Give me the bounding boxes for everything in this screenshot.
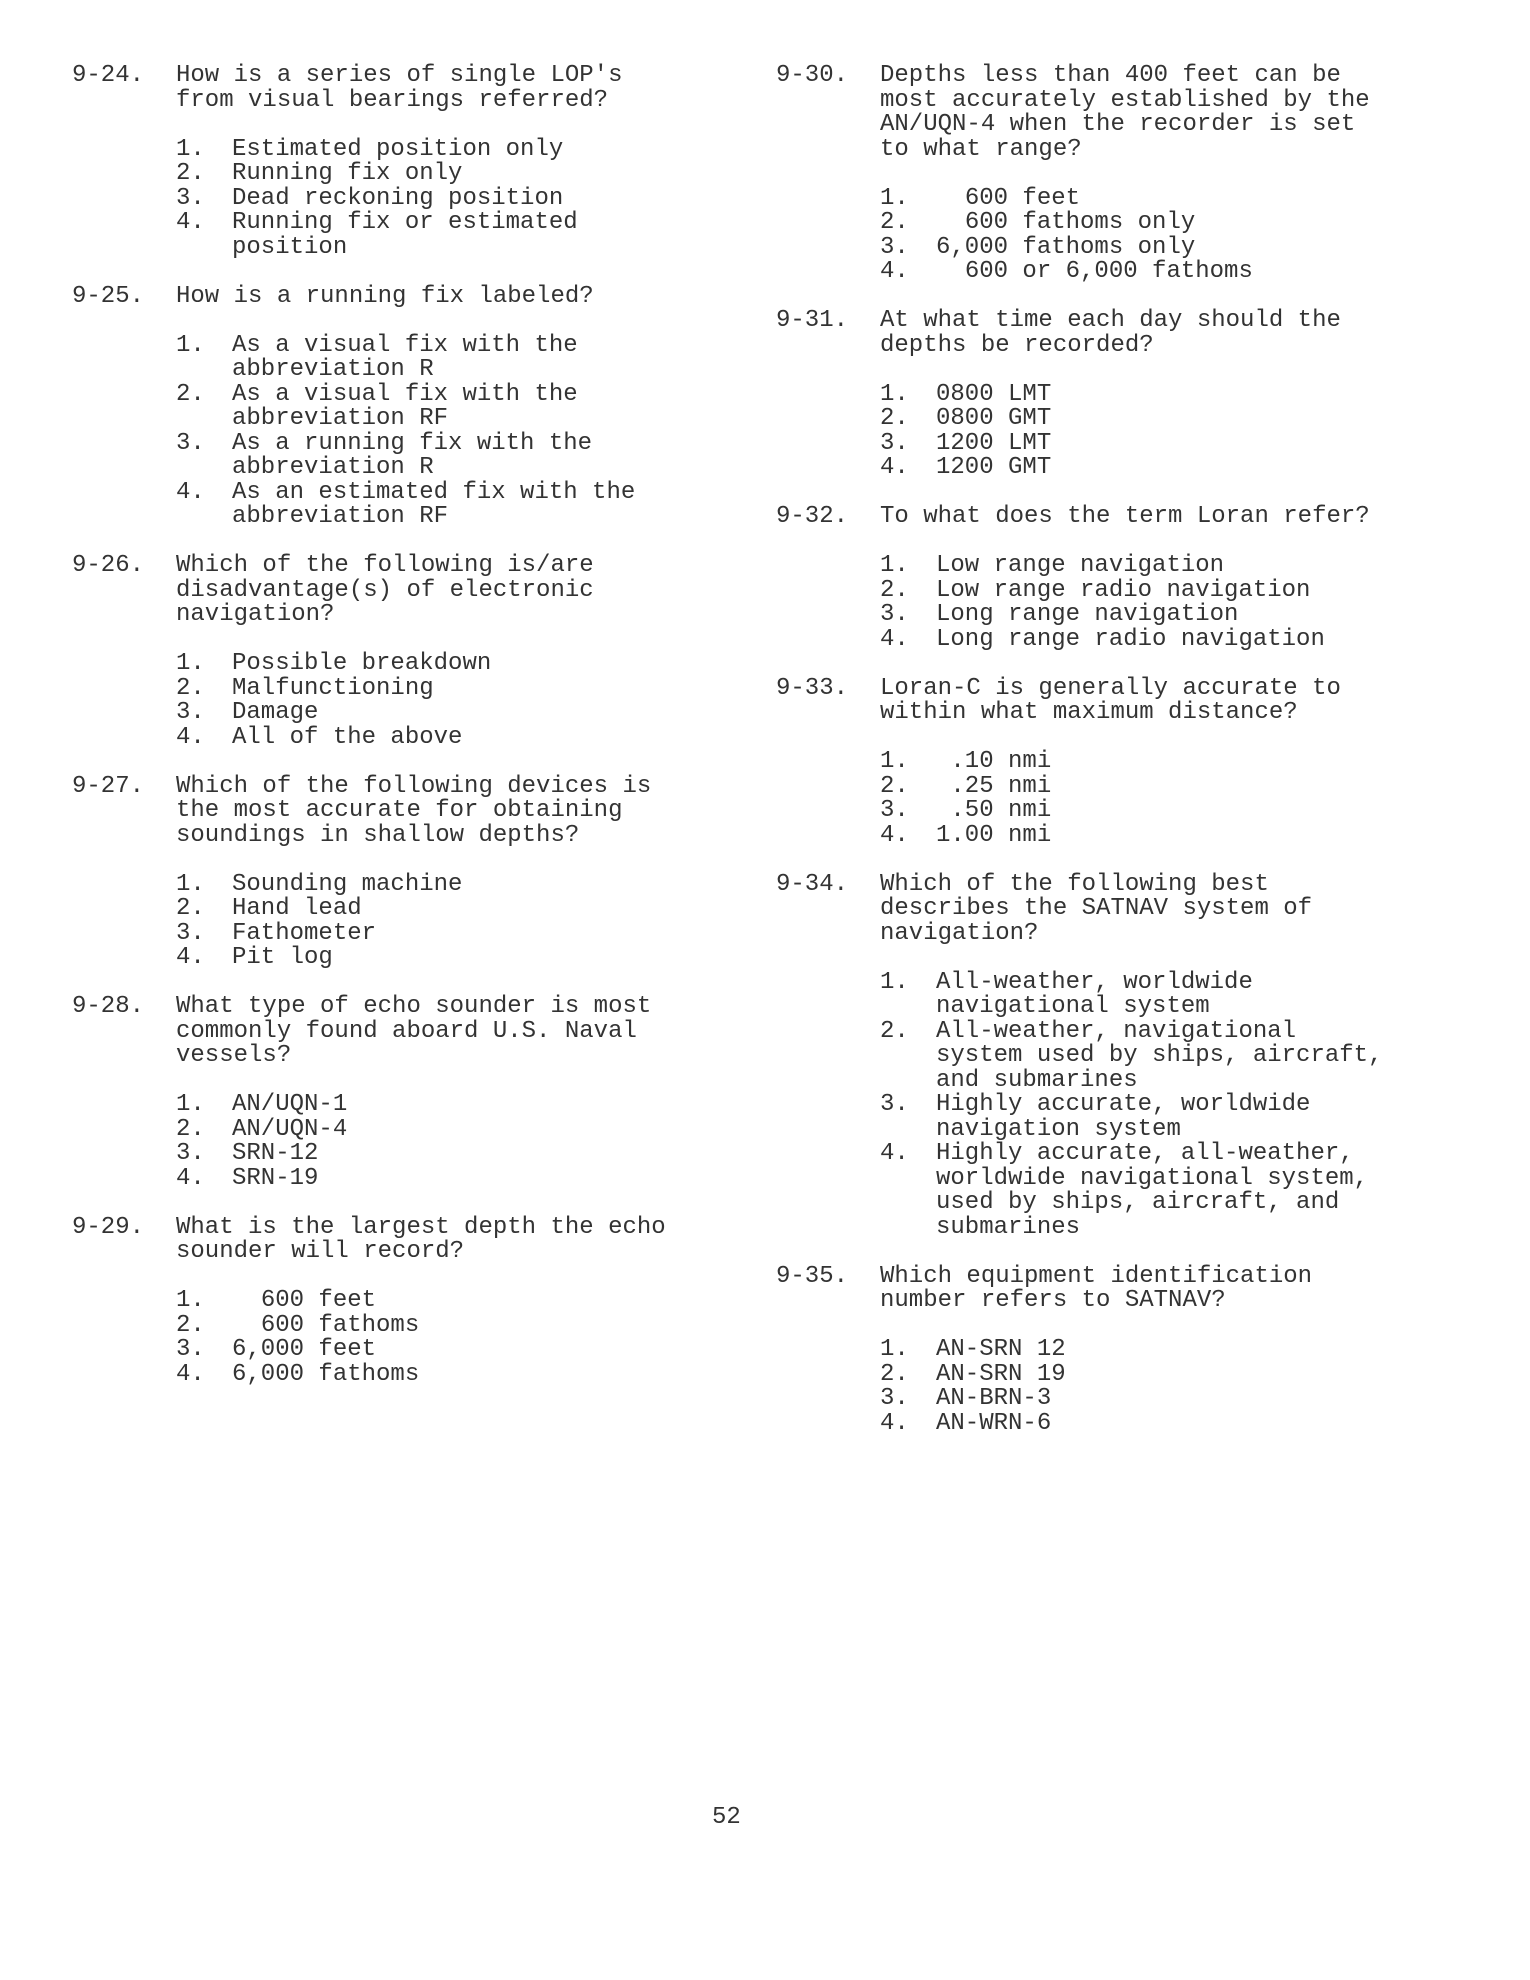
option-number: 1. <box>880 968 909 996</box>
answer-option <box>880 554 1416 579</box>
question <box>72 282 712 530</box>
question-text: What type of echo sounder is most commonly found aboard U.S. Naval vessels? <box>176 993 652 1069</box>
answer-options <box>176 652 712 750</box>
answer-option <box>880 1142 1416 1240</box>
answer-option <box>176 380 712 432</box>
question-number: 9-33. <box>776 674 849 702</box>
option-text: Pit log <box>232 944 333 971</box>
option-text: Estimated position only <box>232 135 564 163</box>
question <box>72 1213 712 1388</box>
option-text: As a visual fix with the abbreviation RF <box>232 380 578 432</box>
question <box>776 309 1416 481</box>
question-number: 9-29. <box>72 1213 145 1241</box>
option-number: 3. <box>176 429 205 457</box>
question-number: 9-26. <box>72 552 145 579</box>
answer-options <box>880 554 1416 652</box>
answer-options <box>880 1338 1416 1436</box>
answer-option <box>880 750 1416 775</box>
answer-option <box>880 821 1416 849</box>
question-text: What is the largest depth the echo sounder will record? <box>176 1213 666 1265</box>
answer-option <box>176 723 712 751</box>
question-header <box>776 674 1416 726</box>
option-number: 3. <box>880 797 909 824</box>
option-text: 6,000 fathoms only <box>936 233 1196 261</box>
answer-options <box>176 1289 712 1387</box>
question-text: Which of the following best describes the SATNAV system of navigation? <box>880 870 1313 947</box>
answer-option <box>176 652 712 677</box>
option-text: .25 nmi <box>936 772 1052 800</box>
question-number: 9-32. <box>776 503 849 530</box>
page-number: 52 <box>712 1804 741 1831</box>
option-number: 2. <box>176 674 205 702</box>
option-text: Malfunctioning <box>232 674 434 702</box>
answer-options <box>176 1093 712 1191</box>
option-number: 4. <box>880 1140 909 1167</box>
option-text: Highly accurate, worldwide navigation system <box>936 1091 1311 1143</box>
option-number: 3. <box>880 233 909 261</box>
question-header <box>72 772 712 849</box>
option-text: Dead reckoning position <box>232 184 564 212</box>
option-text: As a visual fix with the abbreviation R <box>232 331 578 383</box>
option-number: 3. <box>880 1385 909 1412</box>
option-number: 2. <box>176 160 205 187</box>
question-text: To what does the term Loran refer? <box>880 503 1370 530</box>
option-text: Sounding machine <box>232 870 463 898</box>
option-text: AN-WRN-6 <box>936 1409 1052 1437</box>
question-text: Which of the following is/are disadvantage(s) of electronic navigation? <box>176 552 594 628</box>
option-text: 600 or 6,000 fathoms <box>936 258 1253 285</box>
answer-option <box>176 429 712 481</box>
answer-options <box>176 135 712 261</box>
option-number: 1. <box>880 184 909 212</box>
answer-option <box>176 897 712 922</box>
answer-option <box>176 478 712 530</box>
question-number: 9-25. <box>72 282 145 310</box>
option-text: AN-SRN 19 <box>936 1360 1066 1388</box>
answer-option <box>880 1360 1416 1388</box>
option-text: SRN-19 <box>232 1164 319 1192</box>
answer-option <box>880 1017 1416 1094</box>
question <box>776 64 1416 285</box>
option-number: 1. <box>176 650 205 677</box>
option-number: 3. <box>880 601 909 628</box>
option-text: 1.00 nmi <box>936 821 1052 849</box>
option-text: AN-SRN 12 <box>936 1336 1066 1363</box>
answer-option <box>880 233 1416 261</box>
option-text: Low range radio navigation <box>936 576 1311 604</box>
answer-option <box>176 1338 712 1363</box>
answer-option <box>176 211 712 260</box>
option-number: 2. <box>176 1115 205 1143</box>
option-number: 3. <box>176 919 205 947</box>
option-text: 600 fathoms <box>232 1311 420 1339</box>
option-text: 600 feet <box>936 184 1081 212</box>
answer-option <box>176 1115 712 1143</box>
option-number: 1. <box>880 380 909 408</box>
option-number: 1. <box>176 870 205 898</box>
question-text: Which of the following devices is the most accurate for obtaining soundings in shallow depths? <box>176 772 652 849</box>
answer-option <box>176 331 712 383</box>
option-number: 2. <box>880 576 909 604</box>
answer-option <box>176 870 712 898</box>
option-number: 3. <box>880 1091 909 1118</box>
option-number: 4. <box>880 1409 909 1437</box>
option-number: 4. <box>880 821 909 849</box>
option-text: 6,000 feet <box>232 1336 377 1363</box>
option-number: 4. <box>176 1360 205 1388</box>
answer-options <box>880 968 1416 1241</box>
option-text: Possible breakdown <box>232 650 492 677</box>
answer-options <box>176 331 712 530</box>
option-number: 1. <box>880 552 909 579</box>
question <box>776 1262 1416 1437</box>
option-text: 0800 LMT <box>936 380 1052 408</box>
answer-option <box>880 799 1416 824</box>
question-text: How is a running fix labeled? <box>176 282 594 310</box>
answer-option <box>176 1164 712 1192</box>
option-number: 2. <box>176 380 205 408</box>
option-text: Long range navigation <box>936 601 1239 628</box>
option-number: 2. <box>880 1017 909 1045</box>
option-text: AN-BRN-3 <box>936 1385 1052 1412</box>
question-header <box>72 282 712 310</box>
question-header <box>72 1213 712 1265</box>
question <box>72 554 712 750</box>
question-header <box>776 64 1416 162</box>
answer-option <box>880 1387 1416 1412</box>
option-number: 1. <box>880 1336 909 1363</box>
answer-option <box>880 576 1416 604</box>
option-number: 4. <box>176 209 205 236</box>
right-column <box>776 64 1416 1461</box>
option-text: 600 fathoms only <box>936 209 1196 236</box>
answer-option <box>880 429 1416 457</box>
question-header <box>776 870 1416 947</box>
option-number: 4. <box>880 454 909 481</box>
question-number: 9-34. <box>776 870 849 898</box>
answer-option <box>176 1093 712 1118</box>
answer-option <box>176 162 712 187</box>
question-text: At what time each day should the depths be recorded? <box>880 307 1341 359</box>
answer-option <box>176 701 712 726</box>
option-number: 2. <box>176 895 205 922</box>
question-header <box>72 554 712 628</box>
option-number: 2. <box>880 772 909 800</box>
option-number: 1. <box>176 135 205 163</box>
option-text: Low range navigation <box>936 552 1225 579</box>
answer-option <box>880 184 1416 212</box>
option-text: Hand lead <box>232 895 362 922</box>
option-text: Fathometer <box>232 919 377 947</box>
option-text: 1200 GMT <box>936 454 1052 481</box>
question-header <box>776 505 1416 530</box>
option-number: 4. <box>176 944 205 971</box>
answer-option <box>176 919 712 947</box>
question-header <box>776 309 1416 358</box>
question-number: 9-28. <box>72 993 145 1020</box>
answer-option <box>176 946 712 971</box>
question-number: 9-27. <box>72 772 145 800</box>
answer-option <box>880 456 1416 481</box>
answer-option <box>880 1338 1416 1363</box>
answer-option <box>880 1093 1416 1142</box>
left-column <box>72 64 712 1412</box>
answer-option <box>880 603 1416 628</box>
question-number: 9-24. <box>72 62 145 89</box>
answer-option <box>880 1409 1416 1437</box>
question <box>72 772 712 971</box>
question <box>776 505 1416 652</box>
answer-option <box>176 184 712 212</box>
option-text: 1200 LMT <box>936 429 1052 457</box>
question-number: 9-35. <box>776 1262 849 1290</box>
option-text: 6,000 fathoms <box>232 1360 420 1388</box>
option-text: Running fix only <box>232 160 463 187</box>
question-header <box>72 64 712 113</box>
option-number: 1. <box>176 1091 205 1118</box>
option-text: As a running fix with the abbreviation R <box>232 429 593 481</box>
option-number: 1. <box>176 1287 205 1314</box>
option-text: All of the above <box>232 723 463 751</box>
option-text: .10 nmi <box>936 748 1052 775</box>
option-number: 3. <box>176 1140 205 1167</box>
option-number: 2. <box>176 1311 205 1339</box>
option-text: 0800 GMT <box>936 405 1052 432</box>
option-number: 4. <box>880 625 909 653</box>
option-number: 3. <box>176 1336 205 1363</box>
option-number: 1. <box>176 331 205 359</box>
option-text: AN/UQN-4 <box>232 1115 348 1143</box>
option-number: 4. <box>176 723 205 751</box>
option-text: All-weather, worldwide navigational system <box>936 968 1253 1020</box>
question-header <box>776 1262 1416 1314</box>
option-number: 2. <box>880 1360 909 1388</box>
answer-option <box>880 260 1416 285</box>
question <box>72 64 712 260</box>
answer-option <box>176 135 712 163</box>
option-text: Running fix or estimated position <box>232 209 578 261</box>
option-text: As an estimated fix with the abbreviation RF <box>232 478 636 530</box>
question-text: How is a series of single LOP's from visual bearings referred? <box>176 62 623 114</box>
option-number: 3. <box>176 699 205 726</box>
answer-option <box>176 1142 712 1167</box>
question-number: 9-30. <box>776 62 849 89</box>
option-text: Damage <box>232 699 319 726</box>
answer-options <box>176 870 712 971</box>
option-text: 600 feet <box>232 1287 377 1314</box>
option-number: 2. <box>880 209 909 236</box>
answer-option <box>880 968 1416 1020</box>
option-number: 3. <box>176 184 205 212</box>
option-text: .50 nmi <box>936 797 1052 824</box>
option-text: All-weather, navigational system used by ships, aircraft, and submarines <box>936 1017 1383 1094</box>
answer-option <box>176 1289 712 1314</box>
answer-options <box>880 184 1416 285</box>
option-text: Long range radio navigation <box>936 625 1325 653</box>
answer-option <box>176 674 712 702</box>
option-text: SRN-12 <box>232 1140 319 1167</box>
question-text: Loran-C is generally accurate to within what maximum distance? <box>880 674 1341 726</box>
option-number: 2. <box>880 405 909 432</box>
option-number: 1. <box>880 748 909 775</box>
question-number: 9-31. <box>776 307 849 334</box>
answer-option <box>176 1360 712 1388</box>
question <box>776 674 1416 849</box>
answer-option <box>880 772 1416 800</box>
answer-option <box>880 625 1416 653</box>
option-text: Highly accurate, all-weather, worldwide navigational system, used by ships, aircraft, and submarines <box>936 1140 1369 1241</box>
option-number: 4. <box>880 258 909 285</box>
question <box>776 870 1416 1241</box>
option-text: AN/UQN-1 <box>232 1091 348 1118</box>
answer-option <box>880 407 1416 432</box>
question-text: Which equipment identification number refers to SATNAV? <box>880 1262 1313 1314</box>
answer-option <box>176 1311 712 1339</box>
question-text: Depths less than 400 feet can be most accurately established by the AN/UQN-4 when the recorder is set to what range? <box>880 62 1370 163</box>
answer-options <box>880 380 1416 481</box>
option-number: 3. <box>880 429 909 457</box>
answer-option <box>880 211 1416 236</box>
question <box>72 995 712 1191</box>
option-number: 4. <box>176 478 205 506</box>
question-header <box>72 995 712 1069</box>
answer-options <box>880 750 1416 848</box>
answer-option <box>880 380 1416 408</box>
option-number: 4. <box>176 1164 205 1192</box>
